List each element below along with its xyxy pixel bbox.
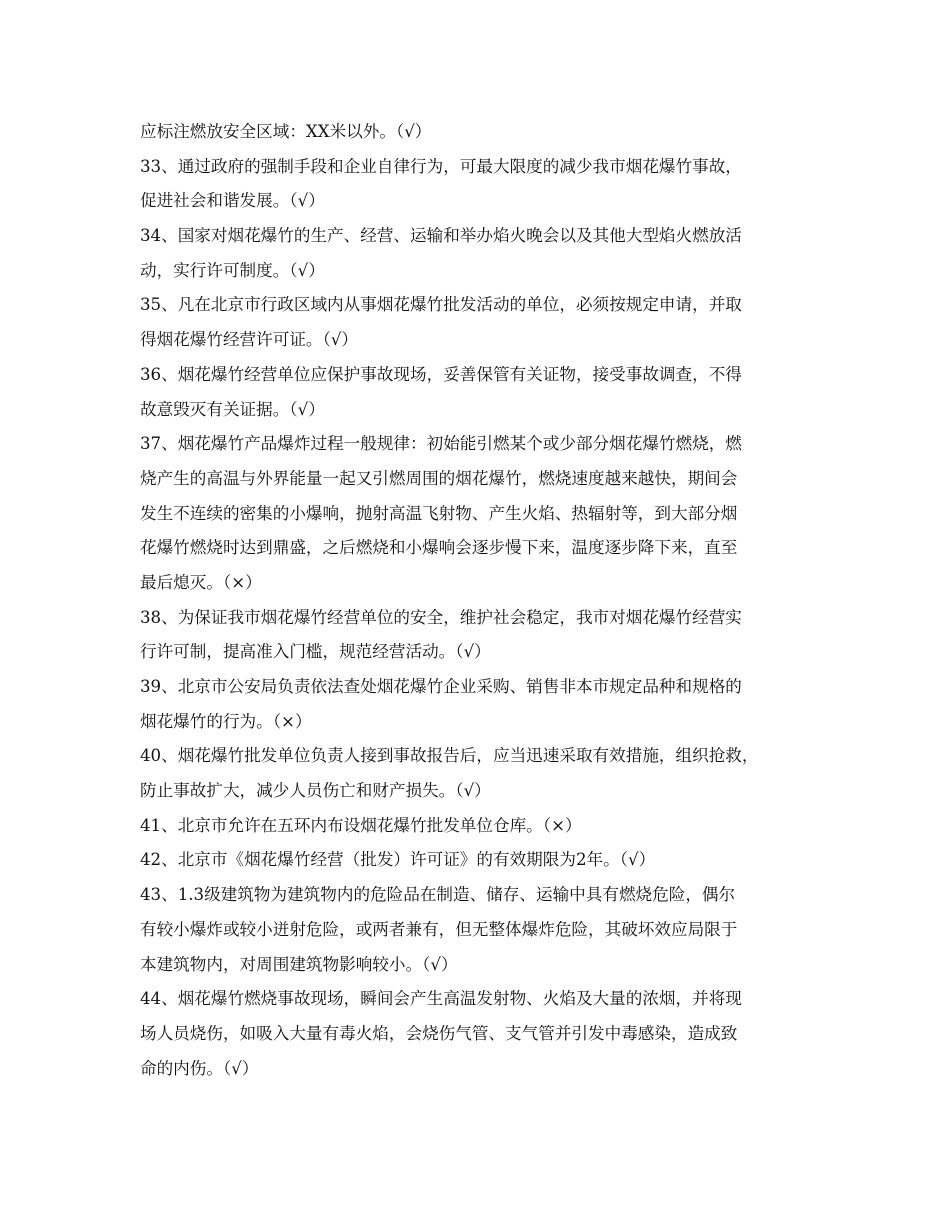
- text-line: 34、国家对烟花爆竹的生产、经营、运输和举办焰火晚会以及其他大型焰火燃放活: [140, 226, 742, 246]
- text-line: 行许可制，提高准入门槛，规范经营活动。（√）: [140, 642, 491, 662]
- text-line: 40、烟花爆竹批发单位负责人接到事故报告后，应当迅速采取有效措施，组织抢救，: [140, 746, 759, 766]
- document-body: [140, 115, 820, 1086]
- text-line: 促进社会和谐发展。（√）: [140, 191, 325, 211]
- text-line: 44、烟花爆竹燃烧事故现场，瞬间会产生高温发射物、火焰及大量的浓烟，并将现: [140, 989, 742, 1009]
- text-line: 39、北京市公安局负责依法查处烟花爆竹企业采购、销售非本市规定品种和规格的: [140, 677, 742, 696]
- text-line: 烟花爆竹的行为。（×）: [140, 711, 312, 731]
- text-line: 41、北京市允许在五环内布设烟花爆竹批发单位仓库。（×）: [140, 815, 582, 835]
- text-line: 35、凡在北京市行政区域内从事烟花爆竹批发活动的单位，必须按规定申请，并取: [140, 295, 742, 315]
- text-line: 37、烟花爆竹产品爆炸过程一般规律：初始能引燃某个或少部分烟花爆竹燃烧，燃: [140, 434, 742, 454]
- text-line: 43、1.3级建筑物为建筑物内的危险品在制造、储存、运输中具有燃烧危险，偶尔: [140, 885, 736, 905]
- text-line: 38、为保证我市烟花爆竹经营单位的安全，维护社会稳定，我市对烟花爆竹经营实: [140, 607, 742, 627]
- text-line: 动，实行许可制度。（√）: [140, 260, 325, 280]
- text-line: 最后熄灭。（×）: [140, 572, 262, 592]
- text-line: 命的内伤。（√）: [140, 1058, 259, 1078]
- text-line: 应标注燃放安全区域：XX米以外。（√）: [140, 122, 432, 141]
- text-line: 本建筑物内，对周围建筑物影响较小。（√）: [140, 954, 458, 974]
- text-line: 42、北京市《烟花爆竹经营（批发）许可证》的有效期限为2年。（√）: [140, 850, 656, 870]
- text-line: 得烟花爆竹经营许可证。（√）: [140, 330, 358, 350]
- text-line: 花爆竹燃烧时达到鼎盛，之后燃烧和小爆响会逐步慢下来，温度逐步降下来，直至: [140, 538, 738, 558]
- text-line: 发生不连续的密集的小爆响，抛射高温飞射物、产生火焰、热辐射等，到大部分烟: [140, 503, 738, 523]
- text-line: 有较小爆炸或较小迸射危险，或两者兼有，但无整体爆炸危险，其破坏效应局限于: [140, 919, 738, 939]
- text-line: 烧产生的高温与外界能量一起又引燃周围的烟花爆竹，燃烧速度越来越快，期间会: [140, 468, 738, 488]
- text-line: 故意毁灭有关证据。（√）: [140, 399, 325, 419]
- text-line: 防止事故扩大，减少人员伤亡和财产损失。（√）: [140, 781, 491, 801]
- text-line: 36、烟花爆竹经营单位应保护事故现场，妥善保管有关证物，接受事故调查，不得: [140, 364, 742, 384]
- text-line: 场人员烧伤，如吸入大量有毒火焰，会烧伤气管、支气管并引发中毒感染，造成致: [140, 1023, 738, 1043]
- text-line: 33、通过政府的强制手段和企业自律行为，可最大限度的减少我市烟花爆竹事故，: [140, 156, 742, 176]
